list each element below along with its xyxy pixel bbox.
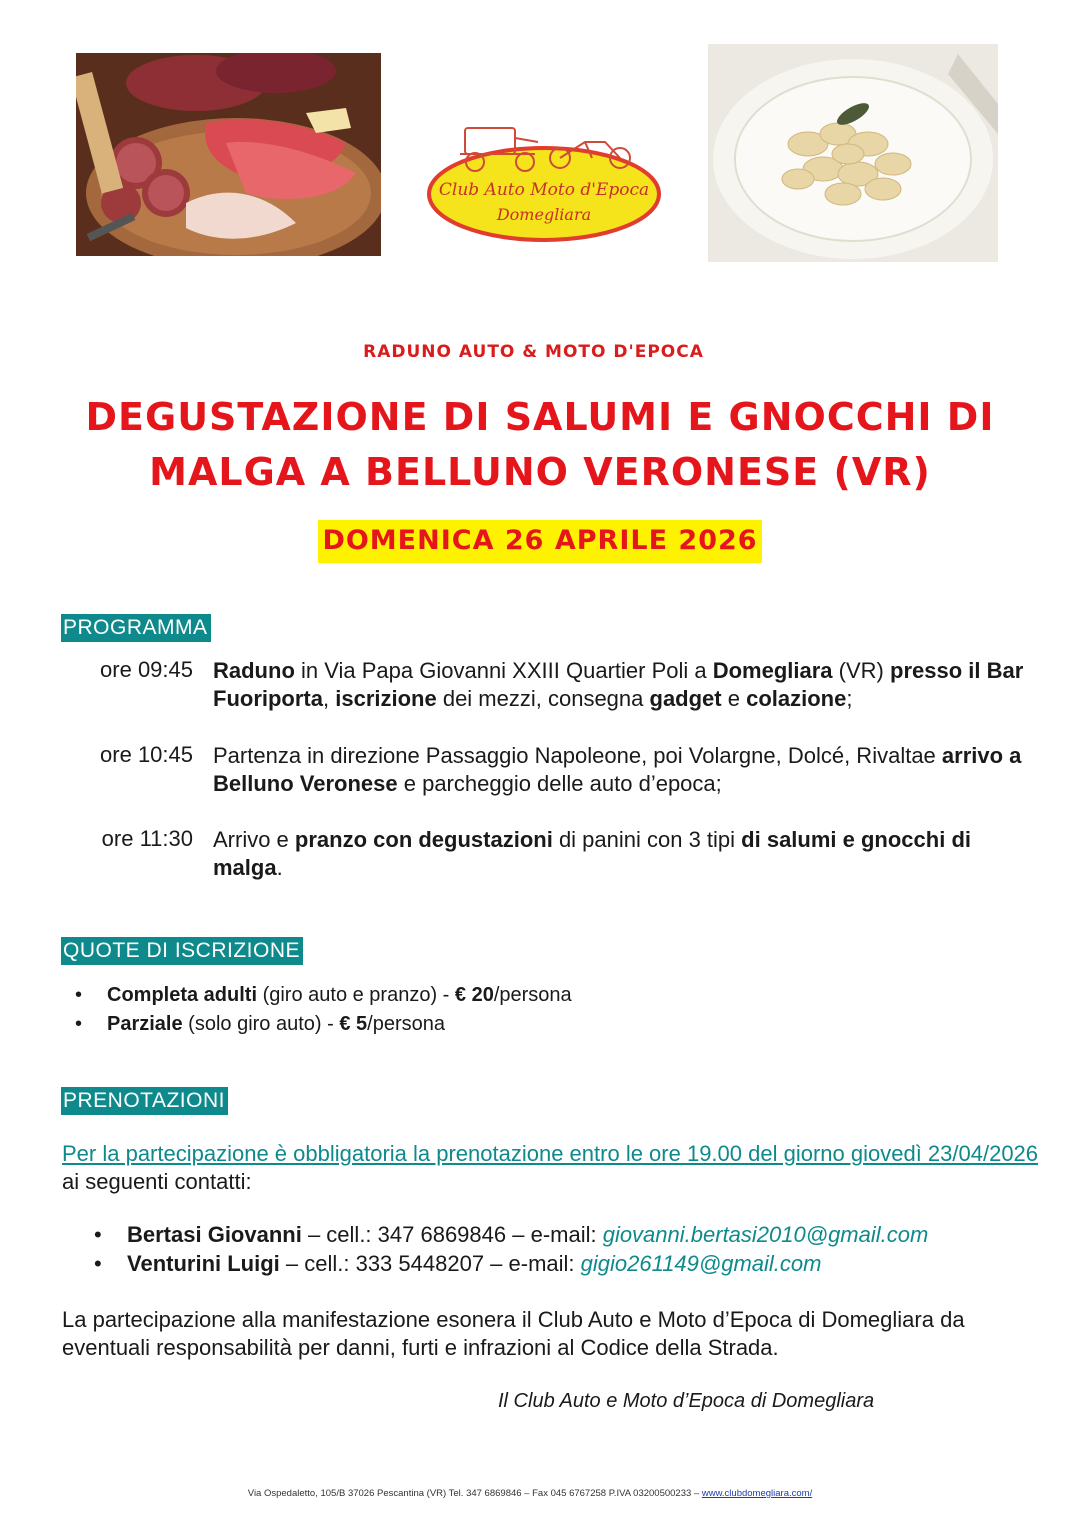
event-title-line1: DEGUSTAZIONE DI SALUMI E GNOCCHI DI [85,395,995,439]
program-text-part: colazione [746,686,847,711]
contact-venturini: • Venturini Luigi – cell.: 333 5448207 – e-mail: gigio261149@gmail.com [127,1249,928,1278]
program-time-3: ore 11:30 [101,826,193,851]
event-date-wrap [0,520,1080,563]
section-programma: PROGRAMMA [61,614,211,642]
footer-website-link[interactable]: www.clubdomegliara.com/ [701,1488,813,1499]
contact-bertasi: • Bertasi Giovanni – cell.: 347 6869846 – e-mail: giovanni.bertasi2010@gmail.com [127,1220,928,1249]
section-quote: QUOTE DI ISCRIZIONE [61,937,303,965]
booking-deadline-link[interactable]: Per la partecipazione è obbligatoria la prenotazione entro le ore 19.00 del giorno giovedì 23/04/2026 [62,1141,1039,1166]
program-text-part: . [276,855,283,880]
program-text-part: e [721,686,747,711]
club-logo [420,120,668,248]
program-time-2: ore 10:45 [100,742,193,767]
program-text-part: Raduno [213,658,295,683]
program-text-part: (VR) [832,658,890,683]
program-text-part: Domegliara [712,658,833,683]
program-text-part: di salumi e gnocchi di malga [213,827,971,880]
gnocchi-photo [708,44,998,262]
program-text-part: iscrizione [335,686,437,711]
section-prenotazioni: PRENOTAZIONI [61,1087,228,1115]
event-title-line2: MALGA A BELLUNO VERONESE (VR) [149,450,931,494]
email-link-venturini[interactable]: gigio261149@gmail.com [580,1251,822,1276]
logo-line1: Club Auto Moto d'Epoca [438,180,650,200]
program-text-2 [213,742,1033,798]
disclaimer: La partecipazione alla manifestazione esonera il Club Auto e Moto d’Epoca di Domegliara da eventuali responsabilità per danni, furti e infrazioni al Codice della Strada. [62,1307,965,1360]
program-text-part: dei mezzi, consegna [436,686,650,711]
program-text-part: e parcheggio delle auto d’epoca; [397,771,722,796]
event-subtitle: RADUNO AUTO & MOTO D'EPOCA [363,342,704,362]
event-title [40,390,1040,500]
event-date: DOMENICA 26 APRILE 2026 [318,520,761,563]
program-text-part: pranzo con degustazioni [294,827,553,852]
program-text-part: presso il Bar Fuoriporta [213,658,1024,711]
program-text-part: arrivo a Belluno Veronese [213,743,1022,796]
program-text-part: gadget [649,686,722,711]
quote-item-full: • Completa adulti (giro auto e pranzo) - € 20/persona [107,981,572,1010]
email-link-bertasi[interactable]: giovanni.bertasi2010@gmail.com [602,1222,929,1247]
signature: Il Club Auto e Moto d’Epoca di Domegliara [498,1390,875,1412]
logo-line2: Domegliara [496,205,592,224]
footer: Via Ospedaletto, 105/B 37026 Pescantina (VR) Tel. 347 6869846 – Fax 045 6767258 P.IVA 03200500233 – www.clubdomegliara.com/ [247,1488,813,1499]
program-text-part: Arrivo e [213,827,295,852]
program-text-1 [213,657,1033,713]
program-text-part: , [323,686,336,711]
quote-list [62,981,572,1039]
quote-item-partial: • Parziale (solo giro auto) - € 5/persona [107,1010,572,1039]
program-text-3 [213,826,1033,882]
program-text-part: ; [846,686,853,711]
program-time-1: ore 09:45 [100,657,193,682]
program-text-part: Partenza in direzione Passaggio Napoleone, poi Volargne, Dolcé, Rivaltae [213,743,942,768]
booking-notice: Per la partecipazione è obbligatoria la prenotazione entro le ore 19.00 del giorno giovedì 23/04/2026 ai seguenti contatti: [62,1141,1039,1194]
program-text-part: di panini con 3 tipi [552,827,742,852]
contacts-list [80,1220,928,1278]
salumi-photo [76,53,381,256]
program-text-part: in Via Papa Giovanni XXIII Quartier Poli a [294,658,713,683]
